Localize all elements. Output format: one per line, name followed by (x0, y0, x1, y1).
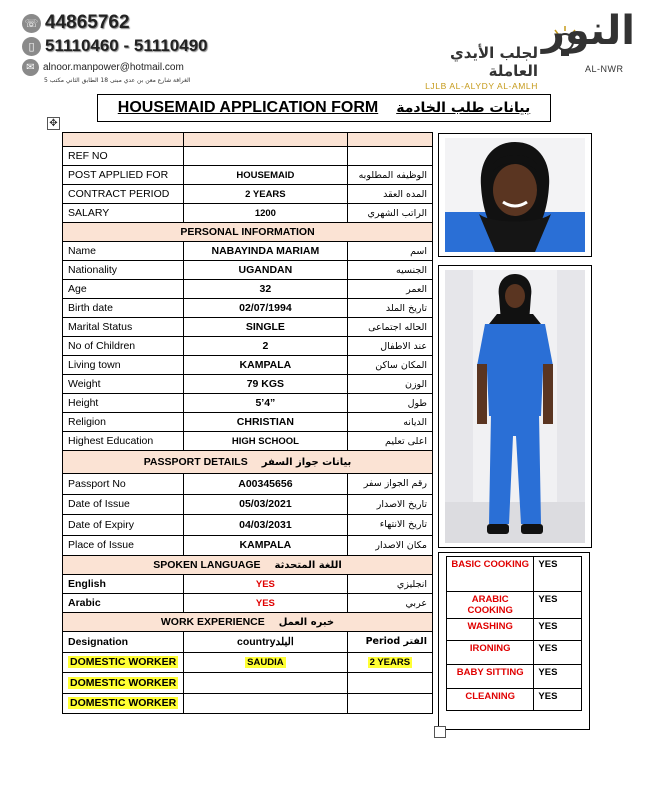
skill-name: ARABIC COOKING (447, 592, 534, 619)
arabic-ar: عربي (347, 594, 432, 613)
education-label: Highest Education (63, 432, 184, 451)
personal-row (63, 432, 433, 451)
country-value (184, 693, 347, 714)
personal-row (63, 299, 433, 318)
weight-ar: الوزن (347, 375, 432, 394)
country-value: SAUDIA (247, 656, 284, 668)
nationality-value: UGANDAN (184, 261, 347, 280)
ref-no-ar (347, 147, 432, 166)
experience-row (63, 673, 433, 694)
name-value: NABAYINDA MARIAM (184, 242, 347, 261)
period-header: Period الفتر (347, 632, 432, 653)
marital-label: Marital Status (63, 318, 184, 337)
expiry-date-label: Date of Expiry (63, 515, 184, 536)
experience-section-en: WORK EXPERIENCE (160, 616, 265, 628)
birthdate-label: Birth date (63, 299, 184, 318)
living-town-ar: المكان ساكن (347, 356, 432, 375)
post-label: POST APPLIED FOR (63, 166, 184, 185)
skill-name: IRONING (447, 641, 534, 665)
birthdate-value: 02/07/1994 (184, 299, 347, 318)
passport-section-row (63, 451, 433, 474)
height-label: Height (63, 394, 184, 413)
skill-value: YES (534, 641, 582, 665)
email-address: alnoor.manpower@hotmail.com (43, 62, 184, 73)
country-value (184, 673, 347, 694)
ref-no-value (184, 147, 347, 166)
experience-row (63, 652, 433, 673)
post-row (63, 166, 433, 185)
marital-ar: الحاله اجتماعى (347, 318, 432, 337)
skill-row (447, 641, 582, 665)
table-move-handle[interactable]: ✥ (47, 117, 60, 130)
passport-row (63, 494, 433, 515)
personal-row (63, 337, 433, 356)
children-label: No of Children (63, 337, 184, 356)
height-ar: طول (347, 394, 432, 413)
ref-no-label: REF NO (63, 147, 184, 166)
company-name-ar: لجلب الأيدي العاملة (449, 44, 538, 80)
full-body-photo (438, 265, 592, 548)
personal-row (63, 394, 433, 413)
arabic-label: Arabic (63, 594, 184, 613)
personal-row (63, 242, 433, 261)
english-label: English (63, 575, 184, 594)
period-value: 2 YEARS (369, 656, 411, 668)
mobile-icon: ▯ (22, 37, 41, 56)
email-row (22, 59, 262, 76)
language-section-en: SPOKEN LANGUAGE (153, 559, 261, 571)
living-town-value: KAMPALA (184, 356, 347, 375)
phone-icon: ☏ (22, 14, 41, 33)
language-section-row (63, 556, 433, 575)
contract-row (63, 185, 433, 204)
designation-header: Designation (63, 632, 184, 653)
personal-section-title: PERSONAL INFORMATION (63, 223, 433, 242)
contract-ar: المده العقد (347, 185, 432, 204)
english-value: YES (184, 575, 347, 594)
application-table (62, 132, 433, 714)
skill-name: WASHING (447, 619, 534, 641)
skill-row (447, 592, 582, 619)
weight-value: 79 KGS (184, 375, 347, 394)
issue-place-ar: مكان الاصدار (347, 535, 432, 556)
skill-row (447, 689, 582, 711)
skill-name: CLEANING (447, 689, 534, 711)
weight-label: Weight (63, 375, 184, 394)
personal-row (63, 413, 433, 432)
expiry-date-ar: تاريخ الانتهاء (347, 515, 432, 536)
personal-row (63, 375, 433, 394)
experience-section-row (63, 613, 433, 632)
post-ar: الوظيفه المطلوبه (347, 166, 432, 185)
skills-table (446, 556, 582, 711)
logo-mark-ar: النور (541, 8, 635, 54)
full-body-image (439, 266, 591, 547)
name-ar: اسم (347, 242, 432, 261)
personal-row (63, 280, 433, 299)
name-label: Name (63, 242, 184, 261)
skill-name: BASIC COOKING (447, 557, 534, 592)
passport-no-value: A00345656 (184, 474, 347, 495)
height-value: 5’4” (184, 394, 347, 413)
office-address: الغرافة شارع معن بن عدي مبنى 18 الطابق الثاني مكتب 5 (44, 77, 191, 84)
form-title (97, 94, 551, 122)
period-value (347, 693, 432, 714)
salary-value: 1200 (184, 204, 347, 223)
company-name (408, 44, 538, 91)
phone-main: 44865762 (45, 12, 130, 33)
table-resize-handle[interactable] (434, 726, 446, 738)
religion-value: CHRISTIAN (184, 413, 347, 432)
designation-value: DOMESTIC WORKER (70, 676, 177, 689)
skill-value: YES (534, 689, 582, 711)
country-header: countryالبلد (184, 632, 347, 653)
experience-section-ar: خبره العمل (278, 617, 335, 628)
company-logo (541, 8, 641, 80)
education-value: HIGH SCHOOL (184, 432, 347, 451)
form-title-en: HOUSEMAID APPLICATION FORM (117, 99, 379, 116)
passport-no-label: Passport No (63, 474, 184, 495)
skill-value: YES (534, 592, 582, 619)
post-value: HOUSEMAID (184, 166, 347, 185)
contract-value: 2 YEARS (184, 185, 347, 204)
passport-section-en: PASSPORT DETAILS (143, 456, 248, 468)
passport-row (63, 474, 433, 495)
portrait-photo (438, 133, 592, 257)
living-town-label: Living town (63, 356, 184, 375)
experience-row (63, 693, 433, 714)
experience-header-row (63, 632, 433, 653)
phone-mobile: 51110460 - 51110490 (45, 36, 208, 55)
issue-place-label: Place of Issue (63, 535, 184, 556)
ref-no-row (63, 147, 433, 166)
skill-row (447, 665, 582, 689)
issue-date-value: 05/03/2021 (184, 494, 347, 515)
mobile-row (22, 36, 262, 56)
language-row (63, 594, 433, 613)
religion-ar: الديانه (347, 413, 432, 432)
issue-date-ar: تاريخ الاصدار (347, 494, 432, 515)
education-ar: اعلى تعليم (347, 432, 432, 451)
skill-name: BABY SITTING (447, 665, 534, 689)
designation-value: DOMESTIC WORKER (70, 656, 177, 669)
marital-value: SINGLE (184, 318, 347, 337)
age-label: Age (63, 280, 184, 299)
personal-row (63, 356, 433, 375)
company-name-en: LJLB AL-ALYDY AL-AMLH (425, 81, 538, 91)
nationality-ar: الجنسيه (347, 261, 432, 280)
portrait-image (439, 134, 591, 256)
personal-row (63, 261, 433, 280)
phone-row (22, 12, 262, 34)
english-ar: انجليزي (347, 575, 432, 594)
email-icon: ✉ (22, 59, 39, 76)
passport-section-ar: بيانات جواز السفر (261, 457, 352, 468)
designation-value: DOMESTIC WORKER (70, 697, 177, 710)
form-title-ar: بيانات طلب الخادمة (396, 100, 531, 116)
issue-date-label: Date of Issue (63, 494, 184, 515)
language-section-ar: اللغة المتحدثة (274, 560, 342, 571)
skill-value: YES (534, 557, 582, 592)
passport-row (63, 515, 433, 536)
contact-block (22, 12, 262, 84)
period-value (347, 673, 432, 694)
skill-value: YES (534, 665, 582, 689)
religion-label: Religion (63, 413, 184, 432)
passport-no-ar: رقم الجواز سفر (347, 474, 432, 495)
logo-mark-en: AL-NWR (585, 64, 624, 74)
skill-value: YES (534, 619, 582, 641)
children-ar: عند الاطفال (347, 337, 432, 356)
age-value: 32 (184, 280, 347, 299)
issue-place-value: KAMPALA (184, 535, 347, 556)
children-value: 2 (184, 337, 347, 356)
skill-row (447, 619, 582, 641)
salary-row (63, 204, 433, 223)
arabic-value: YES (184, 594, 347, 613)
language-row (63, 575, 433, 594)
salary-ar: الراتب الشهري (347, 204, 432, 223)
nationality-label: Nationality (63, 261, 184, 280)
expiry-date-value: 04/03/2031 (184, 515, 347, 536)
skill-row (447, 557, 582, 592)
passport-row (63, 535, 433, 556)
age-ar: العمر (347, 280, 432, 299)
birthdate-ar: تاريخ الملد (347, 299, 432, 318)
contract-label: CONTRACT PERIOD (63, 185, 184, 204)
personal-section-row (63, 223, 433, 242)
table-top-row (63, 133, 433, 147)
personal-row (63, 318, 433, 337)
salary-label: SALARY (63, 204, 184, 223)
